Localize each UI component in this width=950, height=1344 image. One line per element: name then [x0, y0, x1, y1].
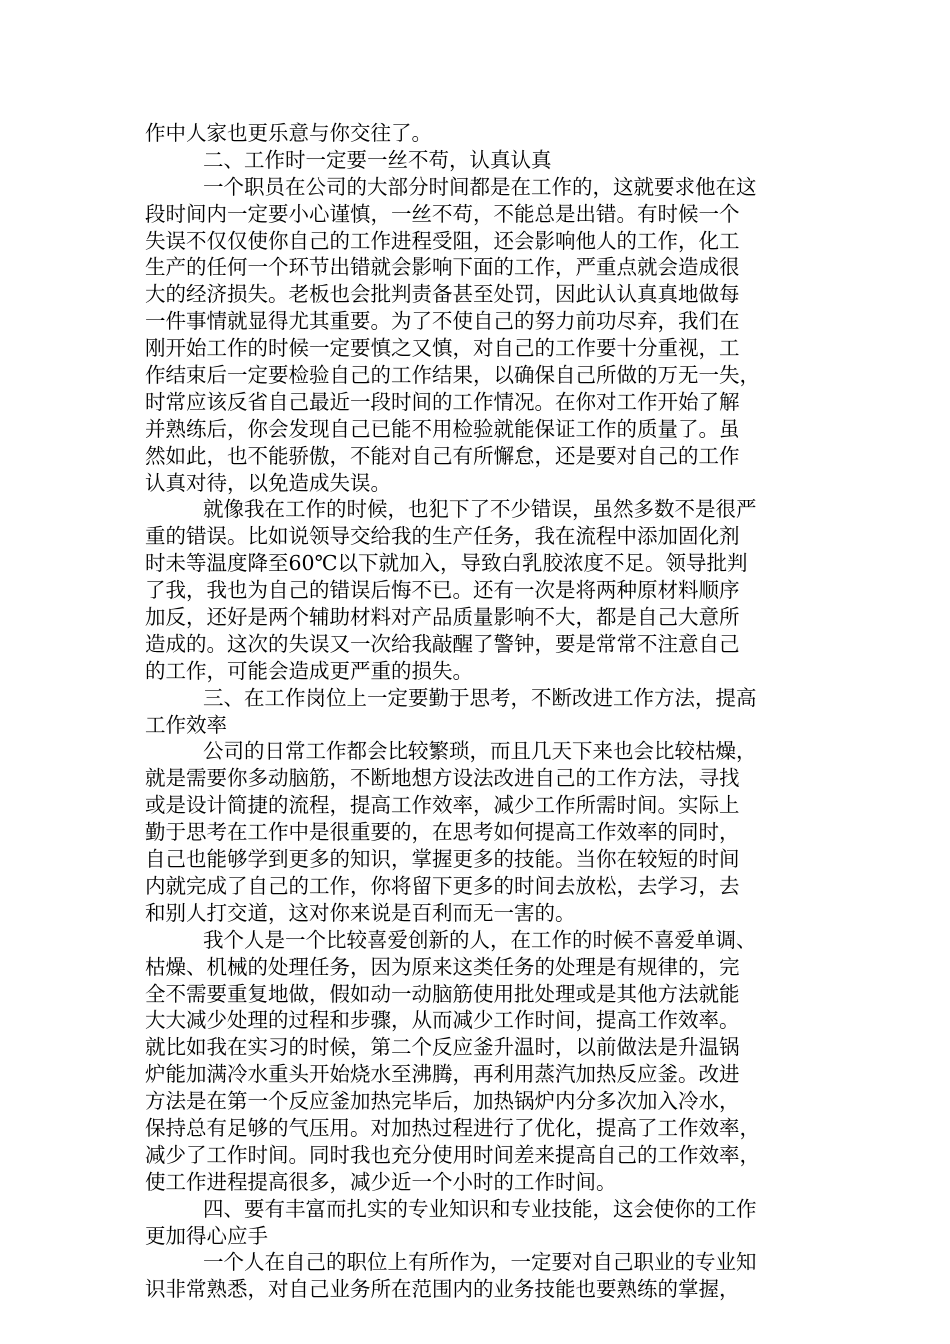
- text-line: 认真对待，以免造成失误。: [145, 470, 391, 495]
- text-line: 并熟练后，你会发现自己已能不用检验就能保证工作的质量了。虽: [145, 416, 740, 441]
- text-line: 造成的。这次的失误又一次给我敲醒了警钟，要是常常不注意自己: [145, 631, 740, 656]
- text-line: 减少了工作时间。同时我也充分使用时间差来提高自己的工作效率，: [145, 1142, 760, 1167]
- text-line: 重的错误。比如说领导交给我的生产任务，我在流程中添加固化剂: [145, 524, 740, 549]
- text-line: 然如此，也不能骄傲，不能对自己有所懈怠，还是要对自己的工作: [145, 443, 740, 468]
- text-line: 更加得心应手: [145, 1223, 268, 1248]
- text-line: 段时间内一定要小心谨慎，一丝不苟，不能总是出错。有时候一个: [145, 201, 740, 226]
- text-line: 炉能加满冷水重头开始烧水至沸腾，再利用蒸汽加热反应釜。改进: [145, 1062, 740, 1087]
- text-line: 内就完成了自己的工作，你将留下更多的时间去放松，去学习，去: [145, 873, 740, 898]
- text-line: 就比如我在实习的时候，第二个反应釜升温时，以前做法是升温锅: [145, 1035, 740, 1060]
- text-line: 作结束后一定要检验自己的工作结果，以确保自己所做的万无一失，: [145, 363, 760, 388]
- text-line: 四、要有丰富而扎实的专业知识和专业技能，这会使你的工作: [203, 1196, 757, 1221]
- text-line: 失误不仅仅使你自己的工作进程受阻，还会影响他人的工作，化工: [145, 228, 740, 253]
- text-line: 使工作进程提高很多，减少近一个小时的工作时间。: [145, 1169, 617, 1194]
- text-line: 一件事情就显得尤其重要。为了不使自己的努力前功尽弃，我们在: [145, 309, 740, 334]
- text-line: 枯燥、机械的处理任务，因为原来这类任务的处理是有规律的，完: [145, 954, 740, 979]
- text-line: 一个职员在公司的大部分时间都是在工作的，这就要求他在这: [203, 174, 757, 199]
- text-line: 大的经济损失。老板也会批判责备甚至处罚，因此认认真真地做每: [145, 282, 740, 307]
- text-line: 的工作，可能会造成更严重的损失。: [145, 658, 473, 683]
- text-line: 了我，我也为自己的错误后悔不已。还有一次是将两种原材料顺序: [145, 578, 740, 603]
- text-line: 识非常熟悉，对自己业务所在范围内的业务技能也要熟练的掌握，: [145, 1277, 740, 1302]
- text-line: 方法是在第一个反应釜加热完毕后，加热锅炉内分多次加入冷水，: [145, 1089, 740, 1114]
- text-line: 时常应该反省自己最近一段时间的工作情况。在你对工作开始了解: [145, 389, 740, 414]
- text-line: 全不需要重复地做，假如动一动脑筋使用批处理或是其他方法就能: [145, 981, 740, 1006]
- text-line: 一个人在自己的职位上有所作为，一定要对自己职业的专业知: [203, 1250, 757, 1275]
- text-line: 刚开始工作的时候一定要慎之又慎，对自己的工作要十分重视，工: [145, 336, 740, 361]
- text-line: 就是需要你多动脑筋，不断地想方设法改进自己的工作方法，寻找: [145, 766, 740, 791]
- text-line: 生产的任何一个环节出错就会影响下面的工作，严重点就会造成很: [145, 255, 740, 280]
- text-line: 时未等温度降至60℃以下就加入，导致白乳胶浓度不足。领导批判: [145, 551, 748, 576]
- text-line: 我个人是一个比较喜爱创新的人，在工作的时候不喜爱单调、: [203, 927, 757, 952]
- text-line: 工作效率: [145, 712, 227, 737]
- text-line: 就像我在工作的时候，也犯下了不少错误，虽然多数不是很严: [203, 497, 757, 522]
- text-line: 大大减少处理的过程和步骤，从而减少工作时间，提高工作效率。: [145, 1008, 740, 1033]
- text-line: 作中人家也更乐意与你交往了。: [145, 121, 432, 145]
- text-line: 三、在工作岗位上一定要勤于思考，不断改进工作方法，提高: [203, 685, 757, 710]
- text-line: 和别人打交道，这对你来说是百利而无一害的。: [145, 900, 576, 925]
- text-line: 加反，还好是两个辅助材料对产品质量影响不大，都是自己大意所: [145, 605, 740, 630]
- text-line: 或是设计简捷的流程，提高工作效率，减少工作所需时间。实际上: [145, 793, 740, 818]
- text-line: 二、工作时一定要一丝不苟，认真认真: [203, 147, 552, 172]
- text-line: 保持总有足够的气压用。对加热过程进行了优化，提高了工作效率，: [145, 1115, 760, 1140]
- text-line: 公司的日常工作都会比较繁琐，而且几天下来也会比较枯燥，: [203, 739, 757, 764]
- text-line: 自己也能够学到更多的知识，掌握更多的技能。当你在较短的时间: [145, 847, 740, 872]
- text-line: 勤于思考在工作中是很重要的，在思考如何提高工作效率的同时，: [145, 820, 740, 845]
- document-page: [145, 120, 810, 1303]
